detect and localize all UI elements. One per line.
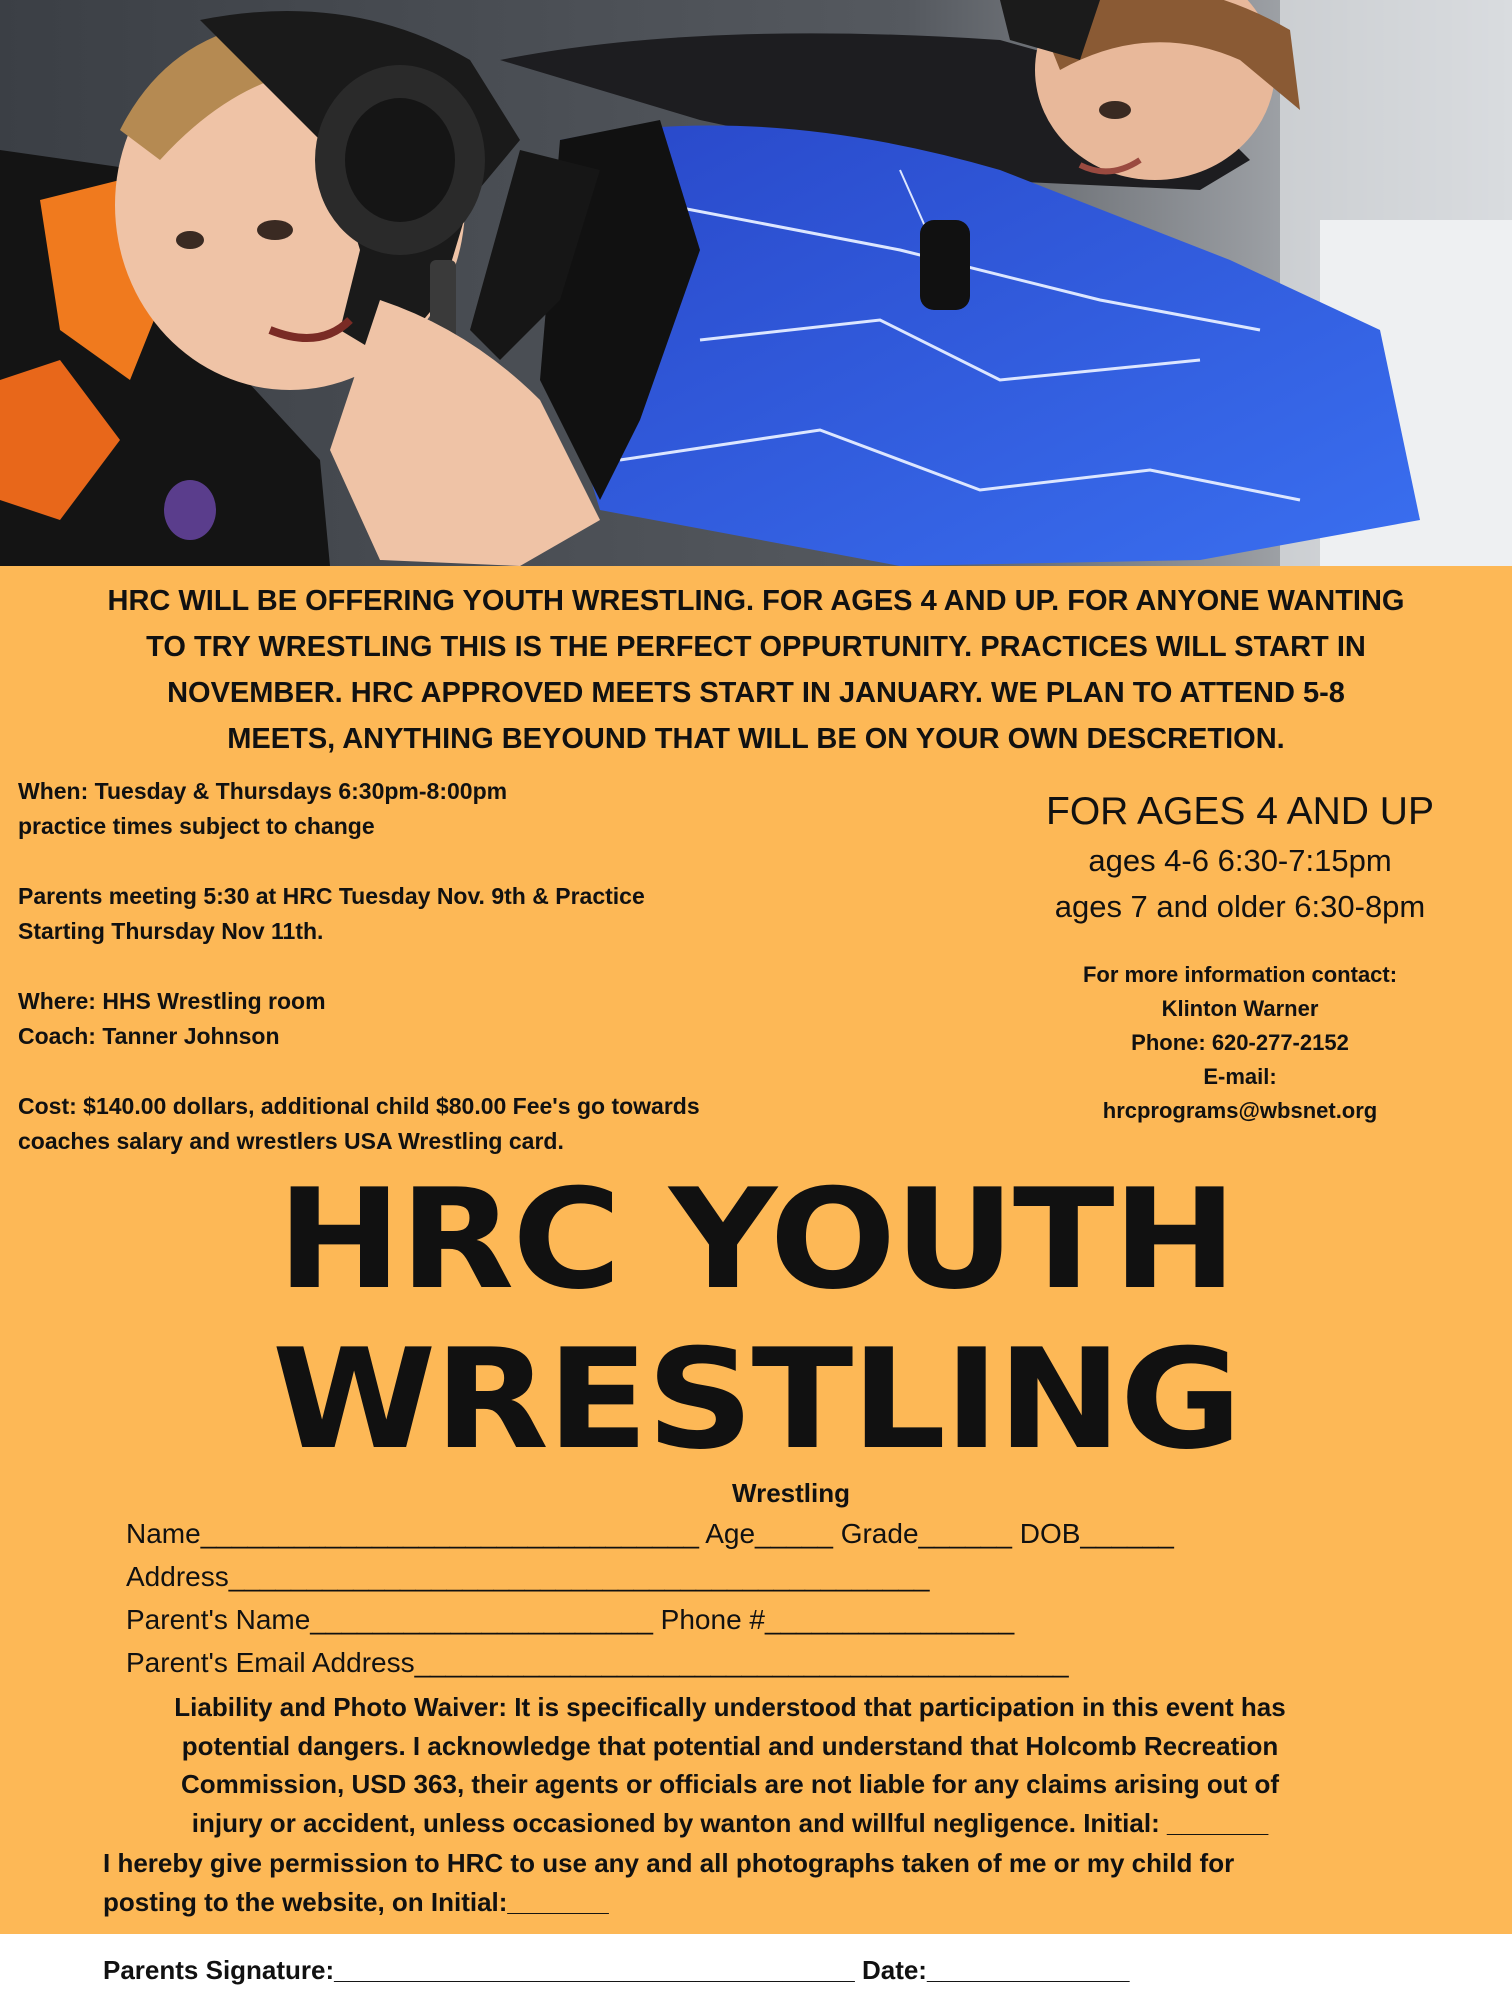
intro-line: HRC WILL BE OFFERING YOUTH WRESTLING. FOR AGES 4 AND UP. FOR ANYONE WANTING bbox=[107, 585, 1405, 617]
waiver-line: potential dangers. I acknowledge that potential and understand that Holcomb Recreation bbox=[181, 1730, 1279, 1761]
where-text: Where: HHS Wrestling room bbox=[18, 988, 326, 1014]
meeting-text-2: Starting Thursday Nov 11th. bbox=[18, 918, 324, 944]
form-row-name-age-grade-dob[interactable]: Name________________________________ Age_____ Grade______ DOB______ bbox=[126, 1518, 1174, 1549]
meeting-text: Parents meeting 5:30 at HRC Tuesday Nov. 9th & Practice bbox=[18, 883, 645, 909]
waiver-line: Liability and Photo Waiver: It is specifically understood that participation in this event has bbox=[174, 1692, 1286, 1722]
liability-waiver bbox=[100, 1688, 1360, 1842]
intro-line: TO TRY WRESTLING THIS IS THE PERFECT OPPURTUNITY. PRACTICES WILL START IN bbox=[146, 631, 1366, 663]
form-row-parent-phone[interactable]: Parent's Name______________________ Phone #________________ bbox=[126, 1604, 1015, 1635]
form-title: Wrestling bbox=[732, 1478, 850, 1508]
photo-permission bbox=[103, 1844, 1403, 1922]
waiver-line: Commission, USD 363, their agents or officials are not liable for any claims arising out of bbox=[180, 1769, 1280, 1799]
age-group-2: ages 7 and older 6:30-8pm bbox=[1054, 889, 1426, 924]
waiver-line-initial[interactable]: injury or accident, unless occasioned by wanton and willful negligence. Initial: _______ bbox=[191, 1807, 1269, 1838]
cost-text-2: coaches salary and wrestlers USA Wrestling card. bbox=[18, 1128, 564, 1154]
permission-line: I hereby give permission to HRC to use any and all photographs taken of me or my child for bbox=[103, 1848, 1235, 1878]
intro-announcement bbox=[0, 578, 1512, 762]
contact-email[interactable]: hrcprograms@wbsnet.org bbox=[1102, 1098, 1378, 1123]
age-group-1: ages 4-6 6:30-7:15pm bbox=[1088, 843, 1392, 878]
youth-wrestlers-photo bbox=[0, 0, 1512, 566]
ages-heading: FOR AGES 4 AND UP bbox=[1046, 790, 1434, 833]
form-row-address[interactable]: Address_____________________________________________ bbox=[126, 1561, 930, 1592]
title-line-2: WRESTLING bbox=[271, 1319, 1241, 1480]
when-note: practice times subject to change bbox=[18, 813, 375, 839]
flyer-title bbox=[0, 1160, 1512, 1480]
signature-line[interactable]: Parents Signature:____________________________________ Date:______________ bbox=[103, 1955, 1130, 1985]
registration-form bbox=[126, 1512, 1174, 1684]
contact-phone: Phone: 620-277-2152 bbox=[1131, 1030, 1349, 1055]
coach-text: Coach: Tanner Johnson bbox=[18, 1023, 280, 1049]
ages-and-contact bbox=[1000, 786, 1480, 1128]
contact-name: Klinton Warner bbox=[1161, 996, 1319, 1021]
title-line-1: HRC YOUTH bbox=[276, 1159, 1236, 1320]
contact-email-label: E-mail: bbox=[1203, 1064, 1277, 1089]
program-details bbox=[18, 774, 818, 1194]
when-text: When: Tuesday & Thursdays 6:30pm-8:00pm bbox=[18, 778, 508, 804]
cost-text: Cost: $140.00 dollars, additional child $80.00 Fee's go towards bbox=[18, 1093, 700, 1119]
intro-line: MEETS, ANYTHING BEYOUND THAT WILL BE ON YOUR OWN DESCRETION. bbox=[227, 723, 1285, 755]
wrestlers-illustration bbox=[0, 0, 1512, 566]
permission-line-initial[interactable]: posting to the website, on Initial:_______ bbox=[103, 1887, 609, 1917]
contact-block bbox=[1000, 958, 1480, 1128]
form-row-parent-email[interactable]: Parent's Email Address__________________________________________ bbox=[126, 1647, 1069, 1678]
intro-line: NOVEMBER. HRC APPROVED MEETS START IN JANUARY. WE PLAN TO ATTEND 5-8 bbox=[167, 677, 1345, 709]
contact-label: For more information contact: bbox=[1082, 962, 1398, 987]
